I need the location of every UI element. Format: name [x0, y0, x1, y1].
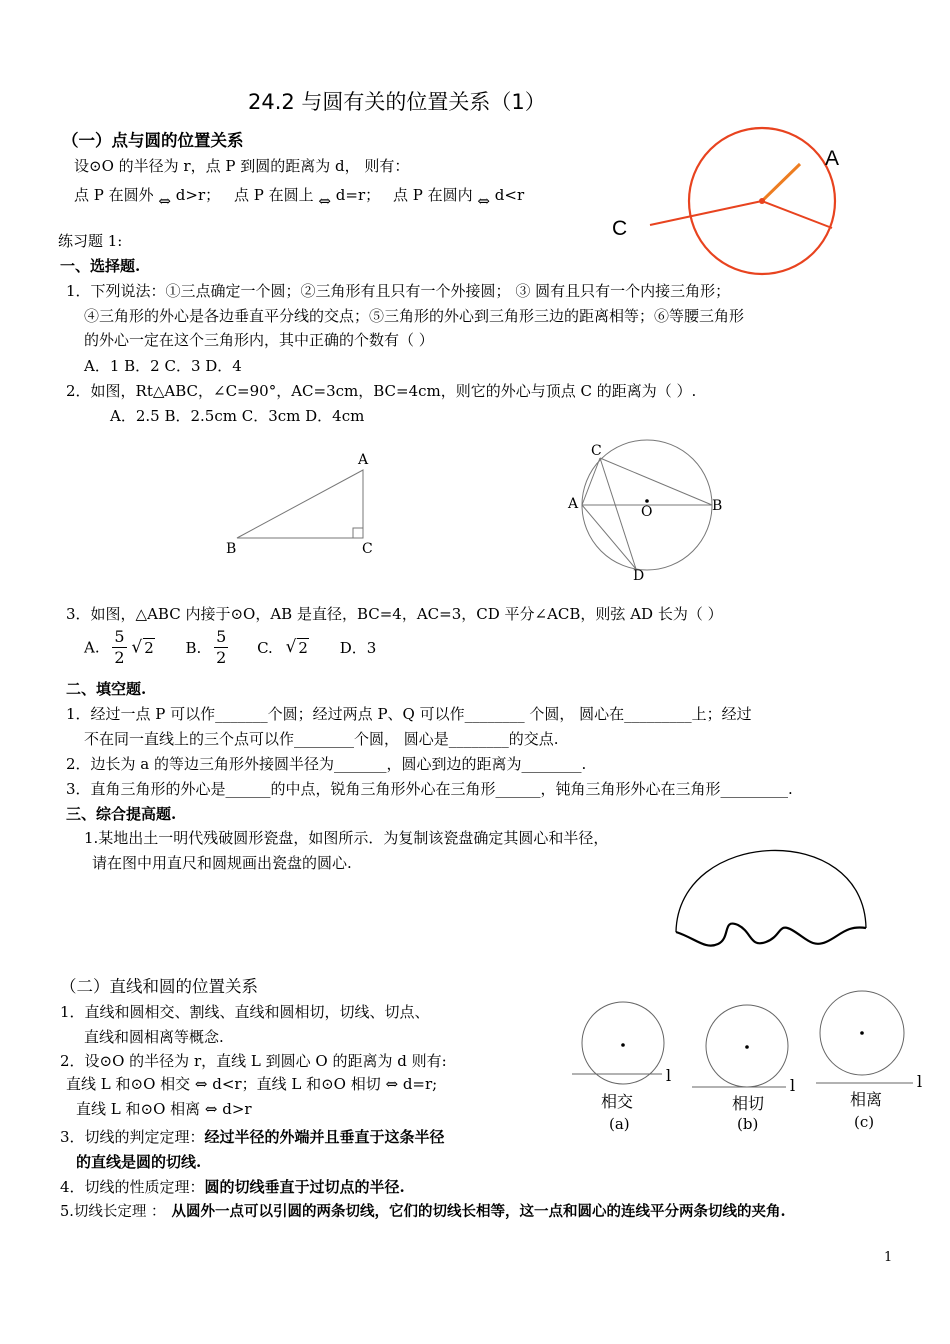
frac-num: 5 — [216, 627, 227, 646]
q3-option-c-label: C. — [257, 638, 273, 657]
q1-line1: 1．下列说法：①三点确定一个圆；②三角形有且只有一个外接圆； ③ 圆有且只有一个内接三角形； — [66, 282, 731, 300]
p2-line5-theorem: 从圆外一点可以引圆的两条切线，它们的切线长相等，这一点和圆心的连线平分两条切线的夹角. — [171, 1203, 786, 1220]
exercise-title: 练习题 1: — [58, 232, 123, 250]
caption-c: (c) — [854, 1113, 875, 1131]
segment-to-a — [762, 164, 800, 201]
fraction-5-2 — [112, 627, 126, 668]
label-c: C — [612, 217, 628, 240]
frac-den: 2 — [216, 648, 227, 667]
caption-a: (a) — [609, 1115, 630, 1133]
section-comprehensive: 三、综合提高题. — [66, 805, 177, 823]
right-angle-mark — [353, 528, 363, 538]
q3-option-b-label: B. — [185, 638, 202, 657]
q1-options: A．1 B．2 C．3 D．4 — [84, 357, 242, 375]
sqrt-symbol: √ — [131, 637, 143, 658]
caption-separate: 相离 — [850, 1090, 883, 1109]
chord-cb — [600, 458, 712, 505]
caption-b: (b) — [737, 1115, 759, 1133]
circle-label-b: B — [712, 498, 723, 514]
section-choice: 一、选择题. — [60, 257, 141, 275]
right-triangle — [237, 470, 363, 538]
relation-inside-label: 点 P 在圆内 — [393, 186, 473, 204]
fraction-5-2 — [214, 627, 228, 668]
center-point-o — [645, 499, 649, 503]
center-dot-b — [745, 1045, 749, 1049]
chord-ad — [582, 505, 636, 569]
f2-text: 2．边长为 a 的等边三角形外接圆半径为_______，圆心到边的距离为________. — [66, 755, 587, 773]
line-label-a: l — [666, 1066, 672, 1085]
plate-arc — [676, 850, 866, 932]
p2-line3b: 的直线是圆的切线. — [76, 1153, 202, 1171]
center-dot — [759, 198, 765, 204]
chord-ca — [582, 458, 600, 505]
sqrt-value: 2 — [144, 639, 154, 657]
figure-circle — [689, 128, 835, 274]
tri-label-a: A — [358, 452, 369, 468]
caption-intersect: 相交 — [601, 1092, 634, 1111]
p2-line3 — [60, 1128, 445, 1146]
p2-line1b: 直线和圆相离等概念. — [84, 1028, 224, 1046]
sqrt-symbol: √ — [285, 637, 297, 658]
relation-on-cond: d=r； — [335, 186, 381, 204]
q3-text: 3．如图，△ABC 内接于⊙O，AB 是直径，BC=4，AC=3，CD 平分∠ACB，则弦 AD 长为（ ） — [66, 605, 723, 623]
p2-line3-theorem: 经过半径的外端并且垂直于这条半径 — [204, 1128, 445, 1146]
p2-line2a: 直线 L 和⊙O 相交 ⇔ d<r；直线 L 和⊙O 相切 ⇔ d=r; — [66, 1075, 438, 1093]
frac-den: 2 — [114, 648, 125, 667]
caption-tangent: 相切 — [732, 1094, 765, 1113]
p2-line3-prefix: 3．切线的判定定理： — [60, 1128, 205, 1146]
center-dot-a — [621, 1043, 625, 1047]
section-heading-point-circle: （一）点与圆的位置关系 — [62, 131, 244, 150]
circle-label-c: C — [591, 443, 602, 459]
sqrt-value: 2 — [298, 639, 308, 657]
relation-outside — [74, 186, 221, 210]
center-dot-c — [860, 1031, 864, 1035]
page-title: 24.2 与圆有关的位置关系（1） — [248, 90, 546, 114]
p2-line4-theorem: 圆的切线垂直于过切点的半径. — [204, 1178, 405, 1196]
p2-line2: 2．设⊙O 的半径为 r，直线 L 到圆心 O 的距离为 d 则有: — [60, 1052, 447, 1070]
label-a: A — [825, 147, 840, 170]
p2-line4 — [60, 1178, 405, 1196]
section-heading-line-circle: （二）直线和圆的位置关系 — [60, 977, 258, 996]
p1-line1: 1.某地出土一明代残破圆形瓷盘，如图所示．为复制该瓷盘确定其圆心和半径， — [84, 829, 609, 847]
relation-outside-label: 点 P 在圆外 — [74, 186, 154, 204]
circle-separate — [820, 991, 904, 1075]
f1-line1: 1．经过一点 P 可以作_______个圆；经过两点 P、Q 可以作________ 个圆， 圆心在_________上；经过 — [66, 705, 752, 723]
q2-options: A．2.5 B．2.5cm C．3cm D．4cm — [110, 407, 365, 425]
segment-to-c — [650, 201, 762, 225]
section-fill: 二、填空题. — [66, 680, 147, 698]
circle-intersect — [582, 1002, 664, 1084]
iff-symbol: ⇔ — [477, 192, 490, 210]
p1-line2: 请在图中用直尺和圆规画出瓷盘的圆心. — [92, 854, 352, 872]
intro-text: 设⊙O 的半径为 r，点 P 到圆的距离为 d， 则有： — [74, 157, 410, 175]
relation-outside-cond: d>r； — [175, 186, 221, 204]
q3-option-d: D．3 — [339, 638, 377, 657]
p2-line1: 1．直线和圆相交、割线、直线和圆相切，切线、切点、 — [60, 1003, 430, 1021]
f3-text: 3．直角三角形的外心是______的中点，锐角三角形外心在三角形______，钝角三角形外心在三角形_________. — [66, 780, 793, 798]
circle-label-a: A — [568, 496, 579, 512]
chord-cd — [600, 458, 636, 569]
relation-on — [234, 186, 381, 210]
relation-inside — [393, 186, 525, 210]
q1-line2: ④三角形的外心是各边垂直平分线的交点；⑤三角形的外心到三角形三边的距离相等；⑥等腰三角形 — [84, 307, 745, 325]
plate-broken-edge — [676, 924, 866, 946]
frac-num: 5 — [114, 627, 125, 646]
f1-line2: 不在同一直线上的三个点可以作________个圆， 圆心是________的交点. — [84, 730, 559, 748]
p2-line5-prefix: 5.切线长定理 ： — [60, 1204, 166, 1220]
iff-symbol: ⇔ — [158, 192, 171, 210]
p2-line5 — [60, 1203, 786, 1221]
relation-on-label: 点 P 在圆上 — [234, 186, 314, 204]
q1-line3: 的外心一定在这个三角形内，其中正确的个数有（ ） — [84, 331, 434, 349]
p2-line4-prefix: 4．切线的性质定理： — [60, 1178, 205, 1196]
page-number: 1 — [884, 1250, 893, 1265]
tri-label-c: C — [362, 541, 373, 557]
line-label-c: l — [917, 1072, 923, 1091]
q2-line1: 2．如图，Rt△ABC，∠C=90°，AC=3cm，BC=4cm，则它的外心与顶点 C 的距离为（ ）. — [66, 382, 697, 400]
circle-label-o: O — [641, 504, 653, 520]
q3-option-a-label: A. — [84, 638, 100, 657]
line-label-b: l — [790, 1076, 796, 1095]
tri-label-b: B — [226, 541, 237, 557]
q3-options — [84, 627, 376, 668]
circle-label-d: D — [633, 568, 645, 584]
circle-tangent — [706, 1005, 788, 1087]
radius-segment — [762, 201, 832, 228]
relation-inside-cond: d<r — [494, 186, 525, 204]
iff-symbol: ⇔ — [318, 192, 331, 210]
p2-line2b: 直线 L 和⊙O 相离 ⇔ d>r — [76, 1100, 252, 1118]
